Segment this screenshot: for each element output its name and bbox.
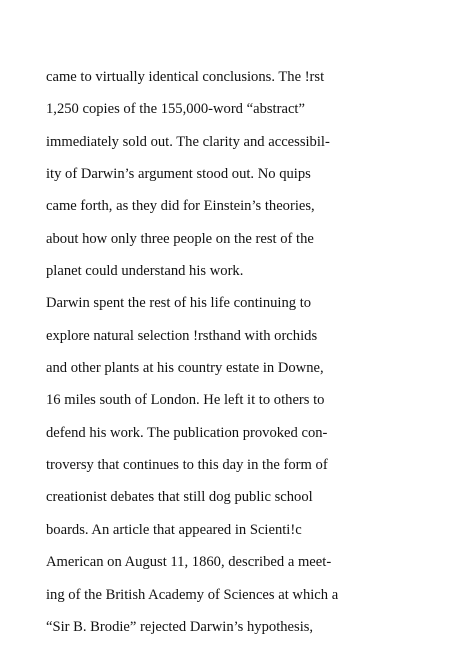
text-line: came to virtually identical conclusions. The !rst [46, 69, 325, 85]
text-line: explore natural selection !rsthand with orchids [46, 327, 318, 344]
text-line: creationist debates that still dog public school [46, 489, 313, 506]
text-line: troversy that continues to this day in the form of [46, 457, 328, 474]
text-line: boards. An article that appeared in Scienti!c [46, 521, 302, 538]
text-line: defend his work. The publication provoked con- [46, 424, 328, 441]
text-line: ity of Darwin’s argument stood out. No quips [46, 166, 311, 183]
text-line: American on August 11, 1860, described a meet- [46, 554, 332, 571]
text-line: planet could understand his work. [46, 263, 244, 280]
text-line: Darwin spent the rest of his life continuing to [46, 295, 312, 312]
text-line: 1,250 copies of the 155,000-word “abstract” [46, 101, 305, 118]
text-line: came forth, as they did for Einstein’s theories, [46, 198, 315, 215]
body-text [46, 68, 466, 650]
text-line: immediately sold out. The clarity and accessibil- [46, 133, 330, 150]
text-line: 16 miles south of London. He left it to others to [46, 392, 325, 409]
text-line: and other plants at his country estate in Downe, [46, 360, 324, 377]
text-line: ing of the British Academy of Sciences at which a [46, 586, 339, 603]
text-line: about how only three people on the rest of the [46, 230, 314, 247]
text-line: “Sir B. Brodie” rejected Darwin’s hypothesis, [46, 618, 314, 635]
